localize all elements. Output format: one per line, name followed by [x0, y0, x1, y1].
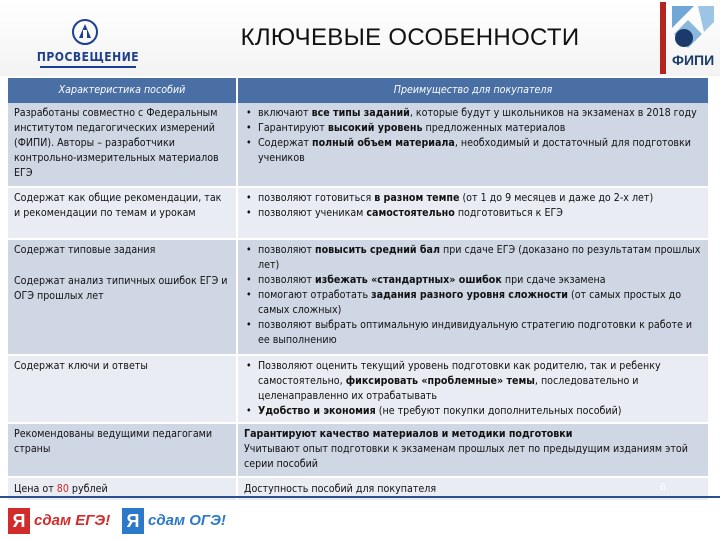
advantage-bullet: • позволяют ученикам самостоятельно подготовиться к ЕГЭ	[244, 206, 702, 221]
logo-underline	[40, 66, 136, 68]
table-row	[8, 187, 708, 239]
prosveshchenie-logo-text: ПРОСВЕЩЕНИЕ	[36, 50, 140, 64]
characteristic-cell: Разработаны совместно с Федеральным институтом педагогических измерений (ФИПИ). Авторы – разработчики контрольно-измерительных материалов ЕГЭ	[8, 103, 237, 187]
advantage-cell	[237, 103, 708, 187]
table-header-row	[8, 78, 708, 103]
advantage-cell: Гарантируют качество материалов и методики подготовки Учитывают опыт подготовки к экзаменам прошлых лет по предыдущим изданиям этой серии пособий	[237, 423, 708, 477]
advantage-bullet: • позволяют выбрать оптимальную индивидуальную стратегию подготовки к работе и ее выполнению	[244, 318, 702, 348]
fipi-red-bar	[660, 2, 666, 74]
column-header-characteristic: Характеристика пособий	[8, 78, 237, 103]
fipi-logo-text: ФИПИ	[672, 52, 715, 68]
fipi-logo	[660, 0, 720, 76]
prosveshchenie-emblem-icon	[72, 18, 98, 46]
advantage-bullet: • Содержат полный объем материала, необходимый и достаточный для подготовки учеников	[244, 136, 702, 166]
prosveshchenie-logo	[28, 18, 148, 68]
characteristic-cell: Содержат ключи и ответы	[8, 355, 237, 423]
price-value: 80	[56, 482, 69, 495]
advantage-bullet: • позволяют избежать «стандартных» ошибок при сдаче экзамена	[244, 273, 702, 288]
advantage-bullet: • позволяют готовиться в разном темпе (от 1 до 9 месяцев и даже до 2-х лет)	[244, 191, 702, 206]
advantage-cell	[237, 355, 708, 423]
advantage-bullet: • Позволяют оценить текущий уровень подготовки как родителю, так и ребенку самостоятельно, фиксировать «проблемные» темы, последовательно и целенаправленно их отрабатывать	[244, 359, 702, 404]
ya-sdam-ege-badge	[8, 506, 112, 536]
features-table	[8, 78, 708, 502]
advantage-bullet: • Удобство и экономия (не требуют покупки дополнительных пособий)	[244, 404, 702, 419]
advantage-bullet: • включают все типы заданий, которые будут у школьников на экзаменах в 2018 году	[244, 106, 702, 121]
ya-box: Я	[122, 508, 144, 534]
fipi-emblem-icon	[668, 2, 718, 52]
advantage-bullet: • Гарантируют высокий уровень предложенных материалов	[244, 121, 702, 136]
characteristic-cell: Содержат типовые задания Содержат анализ типичных ошибок ЕГЭ и ОГЭ прошлых лет	[8, 239, 237, 355]
page-number: 6	[660, 482, 666, 493]
price-cell: Цена от 80 рублей	[8, 477, 237, 501]
badge-oge-text: сдам ОГЭ!	[148, 512, 226, 529]
characteristic-cell: Содержат как общие рекомендации, так и рекомендации по темам и урокам	[8, 187, 237, 239]
table-row	[8, 355, 708, 423]
ya-box: Я	[8, 508, 30, 534]
ya-sdam-oge-badge	[122, 506, 226, 536]
table-row	[8, 423, 708, 477]
advantage-cell	[237, 187, 708, 239]
advantage-cell: Доступность пособий для покупателя	[237, 477, 708, 501]
advantage-cell	[237, 239, 708, 355]
footer-divider	[0, 496, 720, 498]
table-row	[8, 103, 708, 187]
advantage-bullet: • помогают отработать задания разного уровня сложности (от самых простых до самых сложных)	[244, 288, 702, 318]
badge-ege-text: сдам ЕГЭ!	[34, 512, 111, 529]
page-title: КЛЮЧЕВЫЕ ОСОБЕННОСТИ	[240, 24, 580, 51]
characteristic-cell: Рекомендованы ведущими педагогами страны	[8, 423, 237, 477]
column-header-advantage: Преимущество для покупателя	[237, 78, 708, 103]
table-row	[8, 239, 708, 355]
advantage-bullet: • позволяют повысить средний бал при сдаче ЕГЭ (доказано по результатам прошлых лет)	[244, 243, 702, 273]
